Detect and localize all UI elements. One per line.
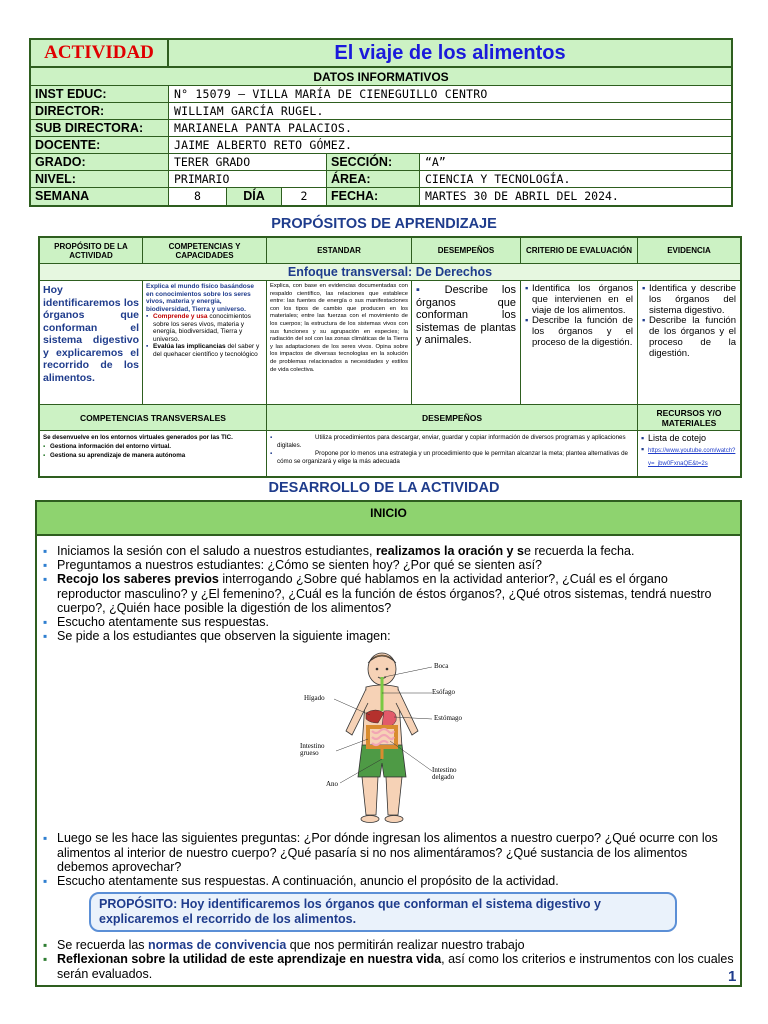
header-estandar: ESTANDAR	[267, 238, 412, 263]
competencia-text: Explica el mundo físico basándose en conocimientos sobre los seres vivos, materia y energía, biodiversidad, Tierra y universo.	[146, 283, 255, 313]
desempeno-cell: ▪ Describe los órganos que conforman los sistemas de plantas y animales.	[412, 281, 521, 404]
page-number: 1	[728, 968, 737, 985]
header-criterio: CRITERIO DE EVALUACIÓN	[521, 238, 638, 263]
label-ano: Ano	[326, 780, 339, 789]
header-competencias-transversales: COMPETENCIAS TRANSVERSALES	[40, 405, 267, 430]
director-label: DIRECTOR:	[31, 103, 169, 119]
list-item: ▪ Luego se les hace las siguientes preguntas: ¿Por dónde ingresan los alimentos a nuestro cuerpo? ¿Qué ocurre con los alimentos al interior de nuestro cuerpo? ¿Qué pasaría si no nos alimentáramos? ¿Qué sustancia de los alimentos debemos aprovechar?	[43, 831, 734, 874]
subdir-label: SUB DIRECTORA:	[31, 120, 169, 136]
label-boca: Boca	[434, 662, 449, 671]
row-inst	[31, 86, 731, 103]
docente-label: DOCENTE:	[31, 137, 169, 153]
row-docente	[31, 137, 731, 154]
ct-item: ▪ Gestiona su aprendizaje de manera autónoma	[43, 451, 263, 460]
row-grado	[31, 154, 731, 171]
nivel-value: PRIMARIO	[169, 171, 327, 187]
proposito-label: PROPÓSITO:	[99, 897, 178, 912]
list-item: ▪ Iniciamos la sesión con el saludo a nuestros estudiantes, realizamos la oración y se recuerda la fecha.	[43, 544, 734, 558]
label-intestino-grueso: Intestino grueso	[300, 742, 325, 758]
desempeno-text: Describe los órganos que conforman los sistemas de plantas y animales.	[416, 284, 516, 346]
proposito-callout	[89, 892, 677, 932]
title-row	[31, 40, 731, 68]
semana-value: 8	[169, 188, 227, 205]
desarrollo-box	[35, 500, 742, 987]
capacidad-item: ▪ Evalúa las implicancias del saber y del quehacer científico y tecnológico	[146, 343, 263, 358]
ct-item: ▪ Gestiona información del entorno virtual.	[43, 442, 263, 451]
area-value: CIENCIA Y TECNOLOGÍA.	[425, 172, 571, 186]
fecha-value: MARTES 30 DE ABRIL DEL 2024.	[425, 189, 619, 203]
label-intestino-delgado: Intestino delgado	[432, 766, 457, 782]
label-higado: Hígado	[304, 694, 325, 703]
list-item: ▪ Escucho atentamente sus respuestas.	[43, 615, 734, 629]
evidencia-item: ▪ Describe la función de los órganos y el proceso de la digestión.	[642, 316, 736, 359]
evidencia-cell	[638, 281, 740, 404]
transversal-header-row	[40, 405, 740, 431]
recurso-item	[641, 444, 737, 470]
propositos-title: PROPÓSITOS DE APRENDIZAJE	[271, 216, 497, 232]
seccion-value: “A”	[425, 155, 446, 169]
semana-label: SEMANA	[31, 188, 169, 205]
subdir-value: MARIANELA PANTA PALACIOS.	[174, 121, 353, 135]
footer-line	[640, 985, 728, 987]
estandar-cell: Explica, con base en evidencias documentadas con respaldo científico, las relaciones que establece entre: las fuentes de energía o sus manifestaciones con los tipos de cambio que producen en los materiales; entre las fuerzas con el movimiento de los cuerpos; la estructura de los sistemas vivos con sus funciones y su agrupación en especies; la radiación del sol con las zonas climáticas de la Tierra y las adaptaciones de los seres vivos. Opina sobre los impactos de diversas tecnologías en la solución de problemas relacionados a necesidades y estilos de vida colectiva.	[267, 281, 412, 404]
child-illustration	[282, 647, 482, 827]
propositos-header-row	[40, 238, 740, 264]
fecha-label: FECHA:	[327, 188, 420, 205]
row-semana	[31, 188, 731, 205]
label-esofago: Esófago	[432, 688, 455, 697]
proposito-text: Hoy identificaremos los órganos que conforman el sistema digestivo y explicaremos el recorrido de los alimentos.	[99, 897, 601, 927]
ct-competencias-cell	[40, 431, 267, 476]
list-item: ▪ Preguntamos a nuestros estudiantes: ¿Cómo se sienten hoy? ¿Por qué se sienten así?	[43, 558, 734, 572]
propositos-body-row	[40, 281, 740, 405]
grado-value: TERER GRADO	[169, 154, 327, 170]
ct-recursos-cell	[638, 431, 740, 476]
header-desempenos: DESEMPEÑOS	[412, 238, 521, 263]
inicio-header: INICIO	[37, 502, 740, 536]
ct-desempeno-item: ▪ Propone por lo menos una estrategia y un procedimiento que le permitan alcanzar la meta; plantea alternativas de cómo se organizará y elige la más adecuada	[270, 450, 634, 466]
transversal-body-row	[40, 431, 740, 476]
list-item: ▪ Se pide a los estudiantes que observen la siguiente imagen:	[43, 629, 734, 643]
info-table	[29, 38, 733, 207]
youtube-link[interactable]: https://www.youtube.com/watch?v=_jbw0FxnaQE&t=2s	[648, 448, 736, 467]
dia-label: DÍA	[227, 188, 282, 205]
list-item: ▪ Escucho atentamente sus respuestas. A continuación, anuncio el propósito de la actividad.	[43, 874, 734, 888]
row-nivel	[31, 171, 731, 188]
ct-desempenos-cell	[267, 431, 638, 476]
header-desempenos-transversales: DESEMPEÑOS	[267, 405, 638, 430]
dia-value: 2	[282, 188, 327, 205]
seccion-label: SECCIÓN:	[327, 154, 420, 170]
grado-label: GRADO:	[31, 154, 169, 170]
enfoque-transversal: Enfoque transversal: De Derechos	[40, 264, 740, 281]
info-title: DATOS INFORMATIVOS	[31, 68, 731, 86]
activity-title: El viaje de los alimentos	[334, 41, 566, 64]
ct-intro: Se desenvuelve en los entornos virtuales generados por las TIC.	[43, 434, 233, 441]
list-item: ▪ Se recuerda las normas de convivencia que nos permitirán realizar nuestro trabajo	[43, 938, 734, 952]
header-recursos: RECURSOS Y/O MATERIALES	[656, 407, 722, 428]
header-proposito: PROPÓSITO DE LA ACTIVIDAD	[40, 238, 143, 263]
row-subdir	[31, 120, 731, 137]
inst-value: N° 15079 – VILLA MARÍA DE CIENEGUILLO CENTRO	[174, 87, 488, 101]
label-estomago: Estómago	[434, 714, 462, 723]
area-label: ÁREA:	[327, 171, 420, 187]
director-value: WILLIAM GARCÍA RUGEL.	[174, 104, 324, 118]
docente-value: JAIME ALBERTO RETO GÓMEZ.	[174, 138, 353, 152]
competencias-cell	[143, 281, 267, 404]
propositos-table	[38, 236, 742, 478]
criterio-item: ▪ Identifica los órganos que intervienen en el viaje de los alimentos.	[525, 284, 633, 316]
list-item: ▪ Recojo los saberes previos interrogando ¿Sobre qué hablamos en la actividad anterior?, ¿Cuál es el órgano reproductor masculino? y ¿El femenino?, ¿Cuál es la función de éstos órganos?, ¿Qué otros sistemas, tendrá nuestro cuerpo?, ¿Quién hace posible la digestión de los alimentos?	[43, 572, 734, 615]
criterio-cell	[521, 281, 638, 404]
criterio-item: ▪ Describe la función de los órganos y el proceso de la digestión.	[525, 316, 633, 348]
header-evidencia: EVIDENCIA	[667, 246, 711, 255]
desarrollo-body	[37, 536, 740, 981]
evidencia-item: ▪ Identifica y describe los órganos del sistema digestivo.	[642, 284, 736, 316]
proposito-cell: Hoy identificaremos los órganos que conforman el sistema digestivo y explicaremos el recorrido de los alimentos.	[40, 281, 143, 404]
list-item: ▪ Reflexionan sobre la utilidad de este aprendizaje en nuestra vida, así como los criterios e instrumentos con los cuales serán evaluados.	[43, 952, 734, 980]
desarrollo-title: DESARROLLO DE LA ACTIVIDAD	[268, 480, 500, 496]
capacidad-item: ▪ Comprende y usa conocimientos sobre los seres vivos, materia y energía, biodiversidad, Tierra y universo.	[146, 313, 263, 343]
nivel-label: NIVEL:	[31, 171, 169, 187]
digestive-system-illustration	[282, 647, 482, 827]
inst-label: INST EDUC:	[31, 86, 169, 102]
activity-label: ACTIVIDAD	[31, 40, 169, 66]
row-director	[31, 103, 731, 120]
ct-desempeno-item: ▪ Utiliza procedimientos para descargar, enviar, guardar y copiar información de diversos programas y aplicaciones digitales.	[270, 434, 634, 450]
header-competencias: COMPETENCIAS Y CAPACIDADES	[143, 238, 267, 263]
recurso-item: ▪ Lista de cotejo	[641, 433, 737, 444]
